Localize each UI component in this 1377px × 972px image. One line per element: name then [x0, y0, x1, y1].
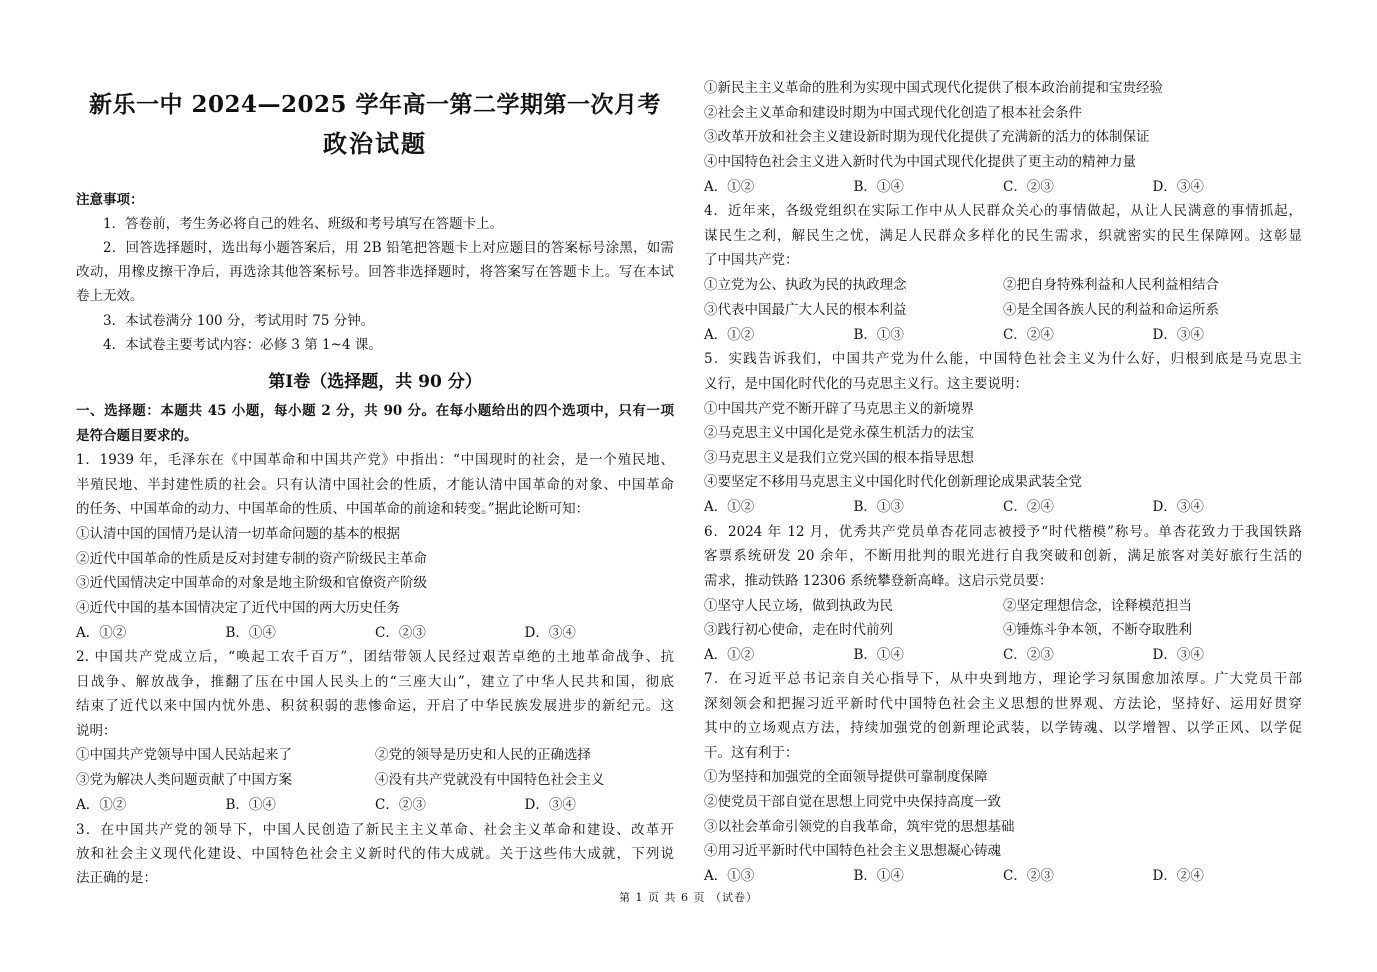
question-5-stem: 义行，是中国化时代化的马克思主义行。这主要说明：: [704, 376, 1028, 392]
question-6-item: ④锤炼斗争本领，不断夺取胜利: [1003, 622, 1192, 638]
question-4-items-row: [704, 301, 1302, 319]
option-d[interactable]: D．③④: [524, 625, 576, 641]
question-2-item: ③党为解决人类问题贡献了中国方案: [76, 772, 292, 788]
question-7-stem: 7．在习近平总书记亲自关心指导下，从中央到地方，理论学习氛围愈加浓厚。广大党员干部: [704, 671, 1302, 687]
question-2-items-row: [76, 746, 674, 764]
question-2-stem: 说明：: [76, 723, 117, 739]
question-4-item: ②把自身特殊利益和人民利益相结合: [1003, 277, 1219, 293]
question-4-item: ④是全国各族人民的利益和命运所系: [1003, 302, 1219, 318]
question-5-item: ①中国共产党不断开辟了马克思主义的新境界: [704, 401, 974, 417]
section-title: 第Ⅰ卷（选择题，共 90 分）: [268, 372, 482, 392]
question-4-item: ①立党为公、执政为民的执政理念: [704, 277, 907, 293]
question-5-item: ②马克思主义中国化是党永葆生机活力的法宝: [704, 425, 974, 441]
notes-line: 4．本试卷主要考试内容：必修 3 第 1~4 课。: [103, 337, 382, 353]
option-a[interactable]: A．①②: [704, 647, 755, 663]
option-d[interactable]: D．③④: [524, 797, 576, 813]
question-7-stem: 干。这有利于：: [704, 745, 799, 761]
question-1-stem: 的任务、中国革命的动力、中国革命的性质、中国革命的前途和转变。”据此论断可知：: [76, 501, 590, 517]
question-1-stem: 1．1939 年，毛泽东在《中国革命和中国共产党》中指出：“中国现时的社会，是一个殖民地、: [76, 452, 674, 468]
question-5-options: [704, 498, 1302, 516]
question-2-options: [76, 796, 674, 814]
notes-line: 改动，用橡皮擦干净后，再选涂其他答案标号。回答非选择题时，将答案写在答题卡上。写在本试: [76, 264, 674, 280]
question-1-stem: 半殖民地、半封建性质的社会。只有认清中国社会的性质，才能认清中国革命的对象、中国革命: [76, 477, 674, 493]
option-b[interactable]: B．①③: [853, 499, 904, 515]
question-2-items-row: [76, 771, 674, 789]
option-d[interactable]: D．③④: [1152, 179, 1204, 195]
notes-line: 1．答卷前，考生务必将自己的姓名、班级和考号填写在答题卡上。: [103, 216, 504, 232]
question-2-item: ②党的领导是历史和人民的正确选择: [375, 747, 591, 763]
question-3-stem: 放和社会主义现代化建设、中国特色社会主义新时代的伟大成就。关于这些伟大成就，下列说: [76, 846, 674, 862]
option-b[interactable]: B．①④: [225, 797, 276, 813]
question-1-item: ③近代国情决定中国革命的对象是地主阶级和官僚资产阶级: [76, 575, 427, 591]
question-1-item: ②近代中国革命的性质是反对封建专制的资产阶级民主革命: [76, 551, 427, 567]
option-a[interactable]: A．①②: [704, 499, 755, 515]
question-3-stem: 法正确的是：: [76, 870, 157, 886]
question-7-stem: 深刻领会和把握习近平新时代中国特色社会主义思想的世界观、方法论，坚持好、运用好贯穿: [704, 696, 1302, 712]
question-2-stem: 2. 中国共产党成立后，“唤起工农千百万”，团结带领人民经过艰苦卓绝的土地革命战争、抗: [76, 649, 674, 665]
question-2-stem: 结束了近代以来中国内忧外患、积贫积弱的悲惨命运，开启了中华民族发展进步的新纪元。这: [76, 698, 674, 714]
question-3-options: [704, 178, 1302, 196]
question-6-stem: 需求，推动铁路 12306 系统攀登新高峰。这启示党员要：: [704, 573, 1053, 589]
question-5-item: ④要坚定不移用马克思主义中国化时代化创新理论成果武装全党: [704, 474, 1082, 490]
notes-line: 2．回答选择题时，选出每小题答案后，用 2B 铅笔把答题卡上对应题目的答案标号涂黑，如需: [103, 240, 674, 256]
option-c[interactable]: C．②③: [1003, 647, 1054, 663]
question-5-item: ③马克思主义是我们立党兴国的根本指导思想: [704, 450, 974, 466]
question-7-stem: 其中的立场观点方法，持续加强党的创新理论武装，以学铸魂、以学增智、以学正风、以学促: [704, 720, 1302, 736]
question-6-options: [704, 646, 1302, 664]
option-c[interactable]: C．②③: [1003, 868, 1054, 884]
question-7-item: ③以社会革命引领党的自我革命，筑牢党的思想基础: [704, 819, 1015, 835]
option-d[interactable]: D．②④: [1152, 868, 1204, 884]
notes-heading: 注意事项：: [76, 192, 144, 208]
question-6-items-row: [704, 621, 1302, 639]
question-6-stem: 6．2024 年 12 月，优秀共产党员单杏花同志被授予“时代楷模”称号。单杏花致力于我国铁路: [704, 524, 1302, 540]
question-6-item: ②坚定理想信念，诠释模范担当: [1003, 598, 1192, 614]
question-7-item: ①为坚持和加强党的全面领导提供可靠制度保障: [704, 769, 988, 785]
question-6-item: ③践行初心使命，走在时代前列: [704, 622, 893, 638]
question-4-items-row: [704, 276, 1302, 294]
question-4-stem: 4．近年来，各级党组织在实际工作中从人民群众关心的事情做起，从让人民满意的事情抓起，: [704, 203, 1302, 219]
question-4-stem: 谋民生之利，解民生之忧，满足人民群众多样化的民生需求，织就密实的民生保障网。这彰显: [704, 228, 1302, 244]
section-instruction: 是符合题目要求的。: [76, 428, 198, 444]
question-3-stem: 3．在中国共产党的领导下，中国人民创造了新民主主义革命、社会主义革命和建设、改革开: [76, 822, 674, 838]
option-d[interactable]: D．③④: [1152, 327, 1204, 343]
question-7-options: [704, 867, 1302, 885]
option-d[interactable]: D．③④: [1152, 499, 1204, 515]
option-a[interactable]: A．①②: [76, 797, 127, 813]
question-1-item: ①认清中国的国情乃是认清一切革命问题的基本的根据: [76, 526, 400, 542]
question-4-item: ③代表中国最广大人民的根本利益: [704, 302, 907, 318]
option-b[interactable]: B．①④: [853, 647, 904, 663]
option-a[interactable]: A．①②: [704, 327, 755, 343]
option-c[interactable]: C．②③: [1003, 179, 1054, 195]
question-6-item: ①坚守人民立场，做到执政为民: [704, 598, 893, 614]
exam-title: 新乐一中 2024—2025 学年高一第二学期第一次月考: [88, 91, 662, 118]
question-2-item: ④没有共产党就没有中国特色社会主义: [375, 772, 605, 788]
question-1-item: ④近代中国的基本国情决定了近代中国的两大历史任务: [76, 600, 400, 616]
option-c[interactable]: C．②④: [1003, 499, 1054, 515]
option-a[interactable]: A．①③: [704, 868, 755, 884]
section-instruction: 一、选择题：本题共 45 小题，每小题 2 分，共 90 分。在每小题给出的四个选项中，只有一项: [76, 403, 674, 419]
option-a[interactable]: A．①②: [704, 179, 755, 195]
notes-line: 卷上无效。: [76, 288, 144, 304]
page-footer: 第 1 页 共 6 页 （试卷）: [619, 891, 758, 904]
option-d[interactable]: D．③④: [1152, 647, 1204, 663]
question-7-item: ④用习近平新时代中国特色社会主义思想凝心铸魂: [704, 843, 1001, 859]
question-4-options: [704, 326, 1302, 344]
notes-line: 3．本试卷满分 100 分，考试用时 75 分钟。: [103, 313, 375, 329]
question-2-stem: 日战争、解放战争，推翻了压在中国人民头上的“三座大山”，建立了中华人民共和国，彻底: [76, 674, 674, 690]
question-6-items-row: [704, 597, 1302, 615]
option-b[interactable]: B．①③: [853, 327, 904, 343]
question-4-stem: 了中国共产党：: [704, 252, 799, 268]
option-b[interactable]: B．①④: [853, 179, 904, 195]
option-a[interactable]: A．①②: [76, 625, 127, 641]
question-5-stem: 5．实践告诉我们，中国共产党为什么能，中国特色社会主义为什么好，归根到底是马克思主: [704, 351, 1302, 367]
question-3-item: ①新民主主义革命的胜利为实现中国式现代化提供了根本政治前提和宝贵经验: [704, 80, 1163, 96]
option-c[interactable]: C．②④: [1003, 327, 1054, 343]
question-3-item: ④中国特色社会主义进入新时代为中国式现代化提供了更主动的精神力量: [704, 154, 1136, 170]
option-b[interactable]: B．①④: [225, 625, 276, 641]
question-1-options: [76, 624, 674, 642]
exam-subject-title: 政治试题: [323, 129, 427, 158]
option-c[interactable]: C．②③: [375, 797, 426, 813]
question-3-item: ③改革开放和社会主义建设新时期为现代化提供了充满新的活力的体制保证: [704, 129, 1150, 145]
question-7-item: ②使党员干部自觉在思想上同党中央保持高度一致: [704, 794, 1001, 810]
question-6-stem: 客票系统研发 20 余年，不断用批判的眼光进行自我突破和创新，满足旅客对美好旅行生活的: [704, 548, 1302, 564]
option-c[interactable]: C．②③: [375, 625, 426, 641]
question-2-item: ①中国共产党领导中国人民站起来了: [76, 747, 292, 763]
question-3-item: ②社会主义革命和建设时期为中国式现代化创造了根本社会条件: [704, 105, 1082, 121]
option-b[interactable]: B．①④: [853, 868, 904, 884]
